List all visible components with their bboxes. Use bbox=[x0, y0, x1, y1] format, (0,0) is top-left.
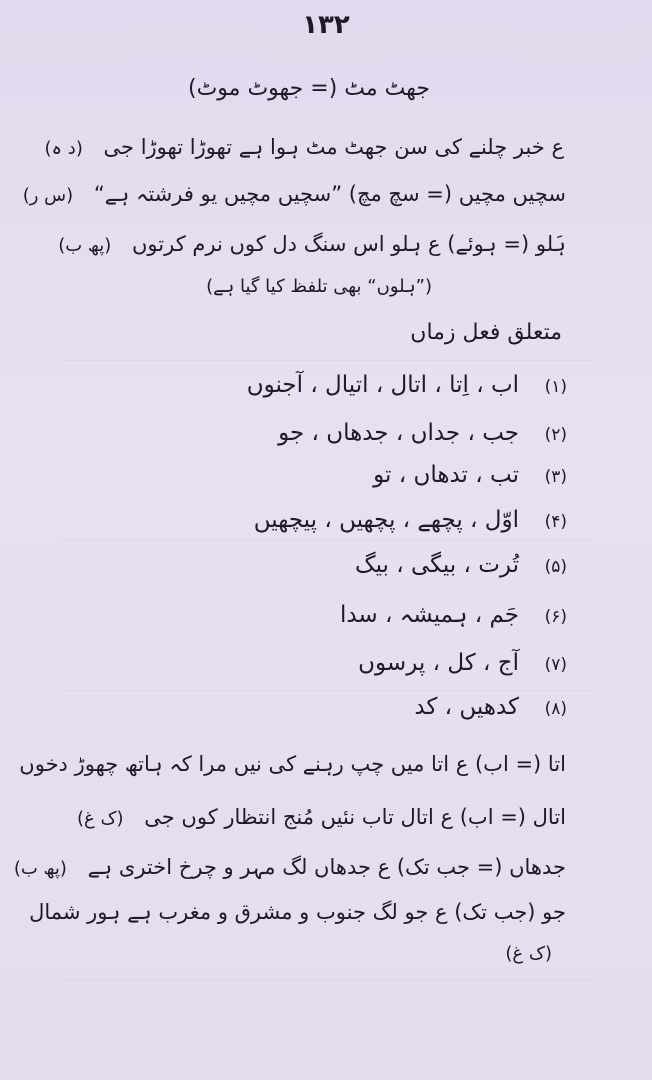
example-line bbox=[77, 805, 566, 830]
list-item bbox=[358, 650, 567, 678]
source-reference: (ک غ) bbox=[76, 808, 124, 829]
list-text: اوّل ، پچھے ، پچھیں ، پیچھیں bbox=[253, 507, 519, 533]
list-item bbox=[414, 694, 567, 722]
bleed-through-line bbox=[60, 690, 592, 691]
list-text: اب ، اِتا ، اتال ، اتیال ، آجنوں bbox=[246, 372, 519, 398]
entry-text: ہَلو (= ہوئے) ع ہلو اس سنگ دل کوں نرم کرتوں bbox=[132, 232, 566, 256]
list-item bbox=[373, 462, 567, 490]
list-text: جَم ، ہمیشہ ، سدا bbox=[339, 602, 519, 628]
source-reference: (ک غ) bbox=[505, 943, 552, 964]
list-number: (۶) bbox=[544, 607, 567, 627]
source-reference: (پھ ب) bbox=[13, 858, 67, 879]
example-line bbox=[0, 752, 566, 777]
bleed-through-line bbox=[60, 540, 592, 541]
list-item bbox=[254, 507, 567, 535]
example-line bbox=[505, 940, 566, 965]
list-item bbox=[355, 552, 567, 580]
section-heading: متعلق فعل زماں bbox=[410, 320, 562, 345]
list-number: (۷) bbox=[544, 655, 567, 675]
list-number: (۸) bbox=[544, 699, 567, 719]
entry-text: جھٹ مٹ (= جھوٹ موٹ) bbox=[188, 76, 430, 101]
list-item bbox=[278, 420, 567, 448]
entry-text: سچیں مچیں (= سچ مچ) ”سچیں مچیں یو فرشتہ ہے“ bbox=[93, 182, 566, 206]
source-reference: (د ہ) bbox=[44, 138, 83, 159]
entry-text: ع خبر چلنے کی سن جھٹ مٹ ہوا ہے تھوڑا تھوڑا جی bbox=[103, 135, 564, 159]
entry-line bbox=[45, 135, 564, 160]
list-number: (۳) bbox=[544, 467, 567, 487]
source-reference: (پھ ب) bbox=[58, 235, 112, 256]
page-number: ۱۳۲ bbox=[302, 10, 350, 40]
bleed-through-line bbox=[60, 980, 592, 981]
bleed-through-line bbox=[60, 360, 592, 361]
entry-jhat-mat bbox=[188, 76, 430, 102]
list-text: جب ، جداں ، جدھاں ، جو bbox=[278, 420, 519, 446]
list-item bbox=[247, 372, 567, 400]
list-text: آج ، کل ، پرسوں bbox=[358, 650, 519, 676]
example-text: اتا (= اب) ع اتا میں چپ رہنے کی نیں مرا کہ ہاتھ چھوڑ دخوں bbox=[19, 752, 566, 776]
entry-note bbox=[206, 276, 432, 298]
entry-text: (”ہلوں“ بھی تلفظ کیا گیا ہے) bbox=[206, 276, 432, 297]
example-text: اتال (= اب) ع اتال تاب نئیں مُنج انتظار کوں جی bbox=[144, 805, 566, 829]
example-text: جو (جب تک) ع جو لگ جنوب و مشرق و مغرب ہے ہور شمال bbox=[29, 900, 566, 924]
list-number: (۴) bbox=[544, 512, 567, 532]
list-text: کدھیں ، کد bbox=[414, 694, 519, 720]
example-text: جدھاں (= جب تک) ع جدھاں لگ مہر و چرخ اختری ہے bbox=[87, 855, 566, 879]
entry-line bbox=[23, 182, 566, 207]
source-reference: (س ر) bbox=[22, 185, 74, 206]
list-number: (۵) bbox=[544, 557, 567, 577]
list-number: (۲) bbox=[544, 425, 567, 445]
list-text: تب ، تدھاں ، تو bbox=[373, 462, 519, 488]
entry-line bbox=[58, 232, 566, 257]
list-item bbox=[340, 602, 567, 630]
list-text: تُرت ، بیگی ، بیگ bbox=[355, 552, 519, 578]
example-line bbox=[14, 855, 566, 880]
example-line bbox=[29, 900, 566, 925]
list-number: (۱) bbox=[544, 377, 567, 397]
